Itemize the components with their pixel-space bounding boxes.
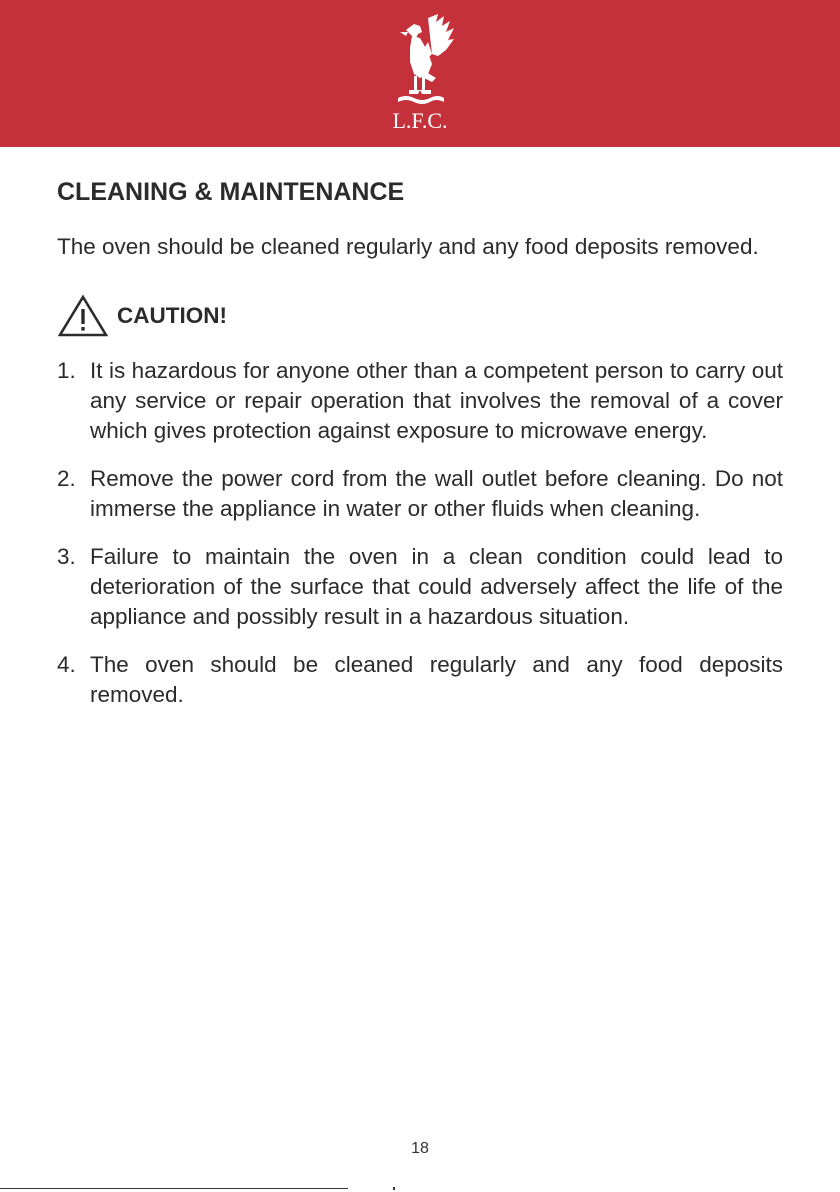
list-item xyxy=(57,650,783,710)
page-number: 18 xyxy=(411,1140,429,1157)
list-item-text: Failure to maintain the oven in a clean condition could lead to deterioration of the surface that could adversely affect the life of the appliance and possibly result in a hazardous situation. xyxy=(90,544,783,629)
list-item xyxy=(57,356,783,446)
list-item-text: The oven should be cleaned regularly and any food deposits removed. xyxy=(90,652,783,707)
warning-triangle-icon xyxy=(57,294,109,338)
document-content xyxy=(57,172,783,728)
caution-heading xyxy=(57,292,783,340)
liverbird-crest-icon xyxy=(376,12,464,108)
list-item xyxy=(57,464,783,524)
list-item-text: Remove the power cord from the wall outlet before cleaning. Do not immerse the appliance in water or other fluids when cleaning. xyxy=(90,466,783,521)
caution-list xyxy=(57,356,783,710)
footer-mark xyxy=(393,1187,395,1190)
section-title: CLEANING & MAINTENANCE xyxy=(57,178,405,206)
list-item xyxy=(57,542,783,632)
list-item-number: 4. xyxy=(57,652,76,677)
list-item-number: 2. xyxy=(57,466,76,491)
intro-paragraph: The oven should be cleaned regularly and any food deposits removed. xyxy=(57,234,759,259)
caution-label: CAUTION! xyxy=(117,303,227,328)
footer-divider xyxy=(0,1188,348,1189)
list-item-number: 1. xyxy=(57,358,76,383)
header-band xyxy=(0,0,840,147)
lfc-crest-logo xyxy=(376,12,464,136)
club-initials: L.F.C. xyxy=(392,108,448,133)
list-item-text: It is hazardous for anyone other than a competent person to carry out any service or repair operation that involves the removal of a cover which gives protection against exposure to microwave energy. xyxy=(90,358,783,443)
list-item-number: 3. xyxy=(57,544,76,569)
